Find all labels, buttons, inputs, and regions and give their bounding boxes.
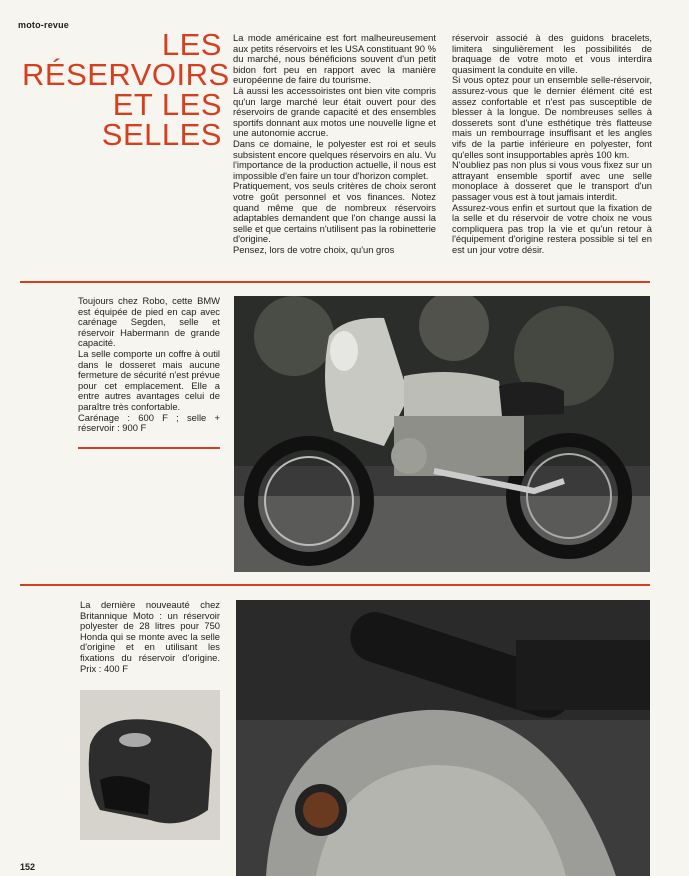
section-divider [20,584,650,586]
polyester-tank-photo [80,690,220,840]
paragraph: Assurez-vous enfin et surtout que la fixation de la selle et du réservoir de votre choix ne vous compliquera pas trop la vie et qu'un retour à l'équipement d'origine restera possible si tel en est un jour votre désir. [452,201,652,255]
title-line: ET LES [112,87,222,122]
paragraph: Là aussi les accessoiristes ont bien vite compris qu'un large marché leur était ouvert pour des réservoirs de grande capacité et des ensembles sportifs donnant aux motos une nouvelle ligne et une autonomie accrue. [233,84,436,139]
paragraph: La mode américaine est fort malheureusement aux petits réservoirs et les USA constituant 90 % du marché, nous bénéficions souvent d'un petit bidon fort peu en rapport avec la manière européenne de faire du tourisme. [233,33,436,86]
article-column-2 [452,33,652,273]
paragraph: Si vous optez pour un ensemble selle-réservoir, assurez-vous que le dernier élément cité est assez confortable et n'est pas susceptible de blesser à la longue. De nombreuses selles à dosserets sont d'une esthétique très flatteuse mais un rembourrage insuffisant et les angles vifs de la partie inférieure en polyester, font qu'elles sont insupportables après 100 km. [452,74,652,160]
paragraph: Pratiquement, vos seuls critères de choix seront votre goût personnel et vos finances. Notez quand même que de nombreux réservoirs adaptables demandent que l'on change aussi la selle et que certains n'utilisent pas la robinetterie d'origine. [233,180,436,245]
paragraph: Dans ce domaine, le polyester est roi et seuls subsistent encore quelques réservoirs en alu. Vu l'importance de la production actuelle, il nous est impossible d'en faire un tour d'horizon complet. [233,137,436,181]
honda-caption [80,600,220,674]
caption-text: La selle comporte un coffre à outil dans le dosseret mais aucune fermeture de sécurité n'est prévue pour cet emplacement. Elle a entre autres avantages celui de paraître très confortable. [78,347,220,412]
article-column-1 [233,33,436,273]
section-header: moto-revue [18,20,70,30]
article-title [22,27,230,152]
section-divider [20,281,650,283]
bmw-caption [78,296,220,434]
page-number: 152 [20,862,36,872]
honda-tank-closeup-photo [236,600,650,876]
caption-divider [78,447,220,449]
paragraph: Pensez, lors de votre choix, qu'un gros [233,243,395,255]
caption-text: La dernière nouveauté chez Britannique Moto : un réservoir polyester de 28 litres pour 750 Honda qui se monte avec la selle d'origine et en utilisant les fixations du réservoir d'origine. Prix : 400 F [80,599,220,674]
paragraph: N'oubliez pas non plus si vous vous fixez sur un attrayant ensemble sportif avec une selle monoplace à dosseret que le transport d'un passager vous est à tout jamais interdit. [452,159,652,202]
caption-price: Carénage : 600 F ; selle + réservoir : 900 F [78,411,220,434]
title-line: SELLES [101,117,222,152]
caption-text: Toujours chez Robo, cette BMW est équipée de pied en cap avec carénage Segden, selle et réservoir Habermann de grande capacité. [78,295,220,349]
title-line: RÉSERVOIRS [22,57,230,92]
paragraph: réservoir associé à des guidons bracelets, limitera singulièrement les possibilités de braquage de votre moto et vous interdira quasiment la conduite en ville. [452,33,652,75]
title-line: LES [161,27,222,62]
bmw-motorcycle-photo [234,296,650,572]
